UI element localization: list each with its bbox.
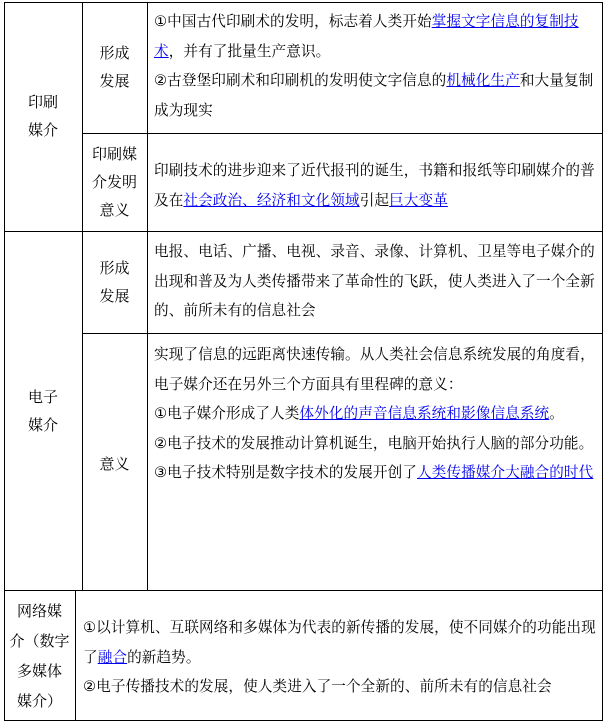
list-item: ③电子技术特别是数字技术的发展开创了人类传播媒介大融合的时代 — [154, 464, 594, 481]
list-item: ①电子媒介形成了人类体外化的声音信息系统和影像信息系统。 — [154, 405, 564, 422]
row-divider — [82, 133, 602, 134]
row-divider — [82, 333, 602, 334]
network-media-text — [83, 613, 599, 702]
print-formation-label: 形成 发展 — [99, 44, 130, 90]
network-media-label: 网络媒 介（数字 多媒体 媒介） — [9, 602, 70, 710]
electronic-formation-text: 电报、电话、广播、电视、录音、录像、计算机、卫星等电子媒介的出现和普及为人类传播带来了革命性的飞跃，使人类进入了一个全新的、前所未有的信息社会 — [154, 243, 595, 319]
list-item: ②古登堡印刷术和印刷机的发明使文字信息的机械化生产和大量复制成为现实 — [154, 72, 594, 119]
print-significance-text: 印刷技术的进步迎来了近代报刊的诞生，书籍和报纸等印刷媒介的普及在社会政治、经济和文化领域引起巨大变革 — [154, 162, 595, 209]
knowledge-link[interactable]: 巨大变革 — [389, 191, 448, 209]
column-divider — [75, 590, 76, 721]
print-media-label: 印刷 媒介 — [27, 93, 58, 139]
list-item: ①以计算机、互联网络和多媒体为代表的新传播的发展，使不同媒介的功能出现了融合的新趋势。 — [83, 619, 596, 666]
knowledge-link[interactable]: 掌握文字信息的复制技术 — [154, 13, 579, 60]
table-border-bottom — [4, 720, 602, 721]
list-item: ①中国古代印刷术的发明，标志着人类开始掌握文字信息的复制技术，并有了批量生产意识。 — [154, 13, 579, 60]
table-border-top — [4, 2, 602, 3]
column-divider — [147, 2, 148, 591]
knowledge-link[interactable]: 体外化的声音信息系统和影像信息系统 — [299, 405, 550, 422]
knowledge-link[interactable]: 机械化生产 — [446, 72, 520, 89]
list-item: ②电子技术的发展推动计算机诞生，电脑开始执行人脑的部分功能。 — [154, 434, 594, 452]
section-divider — [4, 590, 602, 591]
section-divider — [4, 231, 602, 232]
print-formation-text — [154, 7, 597, 125]
knowledge-link[interactable]: 人类传播媒介大融合的时代 — [416, 464, 594, 481]
knowledge-link[interactable]: 社会政治、经济和文化领域 — [183, 191, 360, 209]
electronic-formation-label: 形成 发展 — [99, 259, 130, 305]
electronic-media-label: 电子 媒介 — [27, 388, 58, 434]
knowledge-link[interactable]: 融合 — [97, 648, 128, 666]
print-significance-label: 印刷媒 介发明 意义 — [91, 145, 137, 219]
list-item: ②电子传播技术的发展，使人类进入了一个全新的、前所未有的信息社会 — [83, 678, 552, 695]
electronic-significance-text: 实现了信息的远距离快速传输。从人类社会信息系统发展的角度看，电子媒介还在另外三个方面具有里程碑的意义： ①电子媒介形成了人类体外化的声音信息系统和影像信息系统。 ②电子技术的发展推动计算机诞生，电脑开始执行人脑的部分功能。 ③电子技术特别是数字技术的发展开创了人类传播媒介大融合的时代 — [154, 340, 597, 488]
electronic-significance-label: 意义 — [99, 455, 130, 473]
